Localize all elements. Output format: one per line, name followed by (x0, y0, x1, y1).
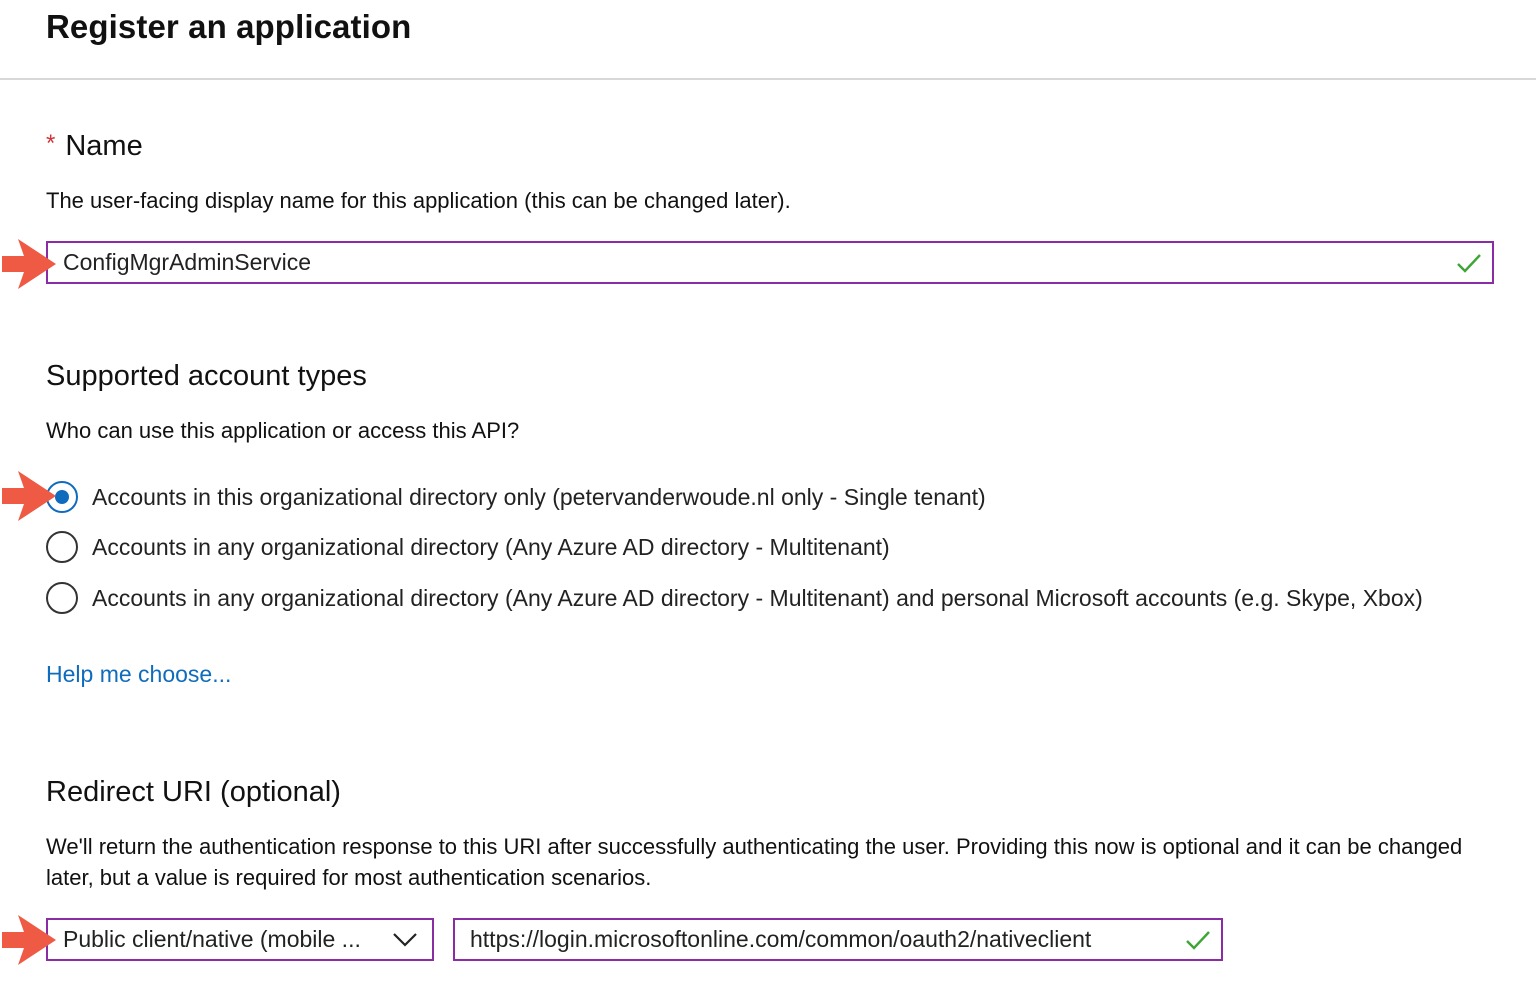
help-me-choose-link[interactable]: Help me choose... (46, 661, 232, 687)
account-option-label[interactable]: Accounts in any organizational directory (Any Azure AD directory - Multitenant) (92, 533, 890, 560)
account-option-multitenant[interactable] (46, 529, 890, 565)
account-option-label[interactable]: Accounts in this organizational directory only (petervanderwoude.nl only - Single tenant) (92, 483, 986, 510)
radio-button[interactable] (46, 582, 78, 614)
arrow-pointer-icon (0, 911, 58, 969)
page-title: Register an application (46, 8, 412, 45)
account-option-single-tenant[interactable] (46, 479, 986, 515)
check-icon (1456, 252, 1482, 274)
account-option-label[interactable]: Accounts in any organizational directory (Any Azure AD directory - Multitenant) and personal Microsoft accounts (e.g. Skype, Xbox) (92, 584, 1423, 611)
check-icon (1185, 929, 1211, 951)
name-input-value[interactable]: ConfigMgrAdminService (63, 249, 311, 275)
name-section-title (46, 130, 143, 163)
chevron-down-icon[interactable] (392, 932, 418, 948)
redirect-uri-value[interactable]: https://login.microsoftonline.com/common/oauth2/nativeclient (470, 926, 1092, 952)
account-types-question: Who can use this application or access this API? (46, 418, 520, 443)
account-types-title: Supported account types (46, 360, 367, 392)
redirect-uri-description: We'll return the authentication response to this URI after successfully authenticating the user. Providing this now is optional and it can be changed later, but a value is required for most authentication scenarios. (46, 834, 1463, 890)
name-description: The user-facing display name for this application (this can be changed later). (46, 188, 791, 213)
platform-select-value[interactable]: Public client/native (mobile ... (63, 926, 361, 952)
name-input[interactable] (46, 241, 1494, 284)
arrow-pointer-icon (0, 467, 58, 525)
radio-button[interactable] (46, 531, 78, 563)
platform-select[interactable] (46, 918, 434, 961)
arrow-pointer-icon (0, 235, 58, 293)
redirect-uri-title: Redirect URI (optional) (46, 776, 341, 808)
page-header (0, 0, 1536, 80)
account-option-multitenant-personal[interactable] (46, 580, 1423, 616)
redirect-uri-input[interactable] (453, 918, 1223, 961)
required-marker: * (46, 130, 56, 157)
name-label: Name (65, 130, 143, 162)
